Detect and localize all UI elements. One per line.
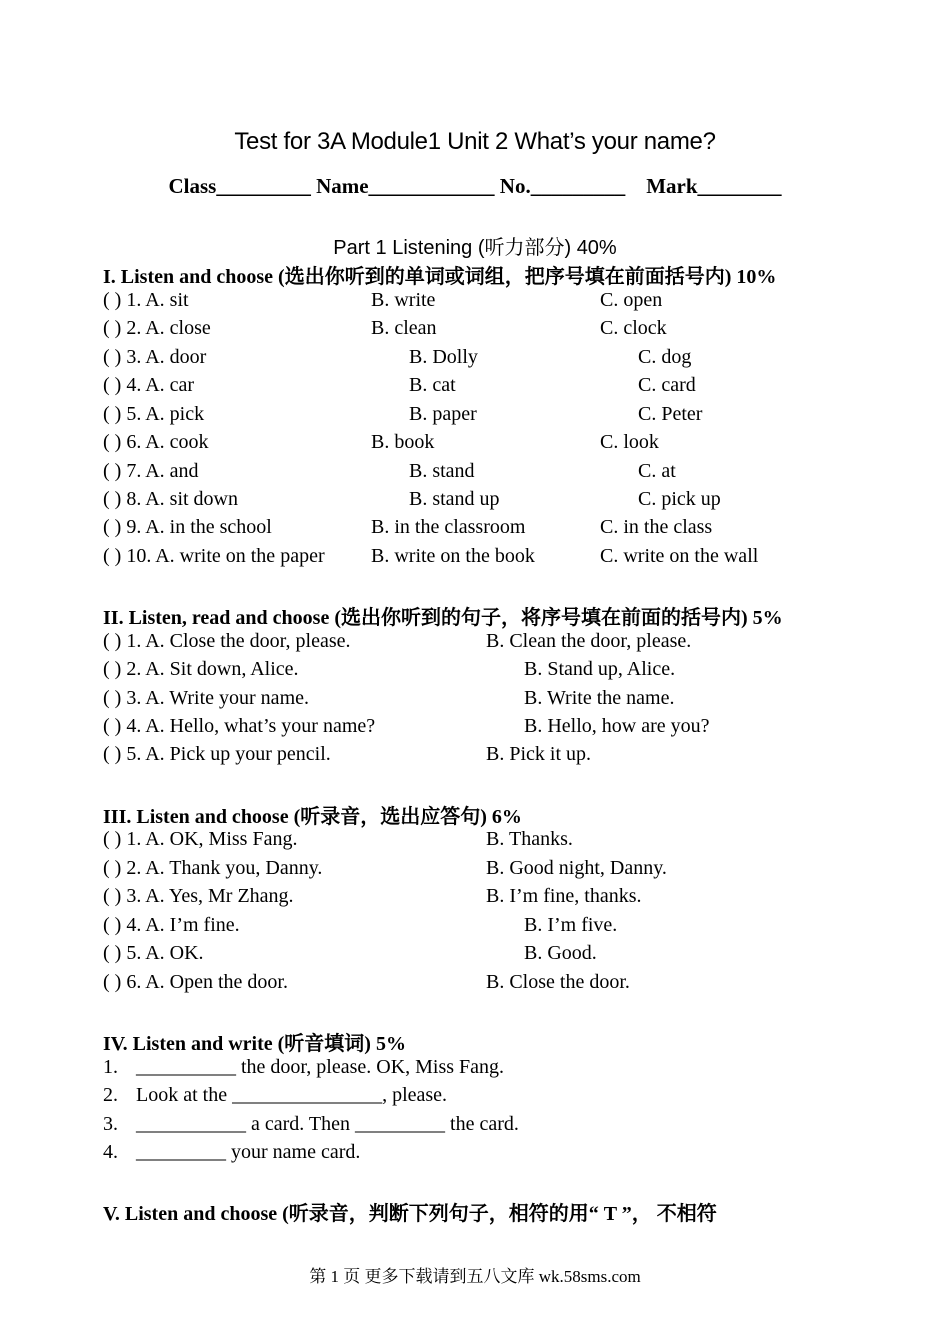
option-c: C. clock xyxy=(600,317,667,339)
option-b: B. Hello, how are you? xyxy=(524,715,710,737)
option-c: C. Peter xyxy=(638,403,703,425)
option-b: B. write xyxy=(371,289,436,311)
option-a: ( ) 1. A. OK, Miss Fang. xyxy=(103,828,298,850)
item-number: 2. xyxy=(103,1084,118,1106)
option-a: ( ) 4. A. Hello, what’s your name? xyxy=(103,715,376,737)
option-a: ( ) 3. A. Yes, Mr Zhang. xyxy=(103,885,294,907)
option-c: C. card xyxy=(638,374,696,396)
section1-heading: I. Listen and choose (选出你听到的单词或词组，把序号填在前面括号内) 10% xyxy=(103,266,777,288)
fill-sentence: _________ your name card. xyxy=(136,1141,361,1163)
option-b: B. I’m five. xyxy=(524,914,618,936)
option-c: C. at xyxy=(638,460,676,482)
option-a: ( ) 2. A. Sit down, Alice. xyxy=(103,658,299,680)
option-b: B. stand xyxy=(409,460,475,482)
option-b: B. book xyxy=(371,431,435,453)
section4-heading: IV. Listen and write (听音填词) 5% xyxy=(103,1033,406,1055)
item-number: 3. xyxy=(103,1113,118,1135)
section5-heading: V. Listen and choose (听录音，判断下列句子，相符的用“ T ”， 不相符 xyxy=(103,1203,717,1225)
option-c: C. open xyxy=(600,289,663,311)
fill-sentence: ___________ a card. Then _________ the card. xyxy=(136,1113,519,1135)
option-b: B. in the classroom xyxy=(371,516,526,538)
option-b: B. Close the door. xyxy=(486,971,630,993)
option-c: C. write on the wall xyxy=(600,545,759,567)
option-b: B. stand up xyxy=(409,488,500,510)
item-number: 1. xyxy=(103,1056,118,1078)
option-b: B. Dolly xyxy=(409,346,478,368)
option-b: B. Pick it up. xyxy=(486,743,592,765)
fill-sentence: __________ the door, please. OK, Miss Fang. xyxy=(136,1056,505,1078)
item-number: 4. xyxy=(103,1141,118,1163)
option-b: B. paper xyxy=(409,403,477,425)
page-footer: 第 1 页 更多下载请到五八文库 wk.58sms.com xyxy=(309,1267,641,1286)
option-a: ( ) 1. A. Close the door, please. xyxy=(103,630,351,652)
option-c: C. pick up xyxy=(638,488,721,510)
option-a: ( ) 4. A. I’m fine. xyxy=(103,914,240,936)
option-a: ( ) 6. A. Open the door. xyxy=(103,971,288,993)
option-b: B. Write the name. xyxy=(524,687,675,709)
option-b: B. I’m fine, thanks. xyxy=(486,885,642,907)
option-b: B. Clean the door, please. xyxy=(486,630,692,652)
student-info-line: Class_________ Name____________ No._________ Mark________ xyxy=(168,174,782,198)
option-b: B. Stand up, Alice. xyxy=(524,658,676,680)
option-a: ( ) 9. A. in the school xyxy=(103,516,272,538)
option-b: B. Good night, Danny. xyxy=(486,857,667,879)
option-a: ( ) 8. A. sit down xyxy=(103,488,238,510)
part1-heading: Part 1 Listening (听力部分) 40% xyxy=(333,237,617,259)
option-a: ( ) 4. A. car xyxy=(103,374,195,396)
option-a: ( ) 5. A. pick xyxy=(103,403,205,425)
option-b: B. cat xyxy=(409,374,456,396)
section3-heading: III. Listen and choose (听录音，选出应答句) 6% xyxy=(103,806,522,828)
option-c: C. look xyxy=(600,431,659,453)
option-c: C. in the class xyxy=(600,516,713,538)
option-a: ( ) 1. A. sit xyxy=(103,289,189,311)
page-title: Test for 3A Module1 Unit 2 What’s your name? xyxy=(234,128,716,155)
section2-heading: II. Listen, read and choose (选出你听到的句子，将序号填在前面的括号内) 5% xyxy=(103,607,783,629)
option-a: ( ) 10. A. write on the paper xyxy=(103,545,325,567)
option-b: B. write on the book xyxy=(371,545,535,567)
option-a: ( ) 3. A. door xyxy=(103,346,207,368)
option-a: ( ) 6. A. cook xyxy=(103,431,209,453)
option-b: B. clean xyxy=(371,317,437,339)
option-a: ( ) 2. A. close xyxy=(103,317,211,339)
option-a: ( ) 5. A. Pick up your pencil. xyxy=(103,743,331,765)
option-a: ( ) 3. A. Write your name. xyxy=(103,687,309,709)
option-a: ( ) 2. A. Thank you, Danny. xyxy=(103,857,323,879)
option-b: B. Good. xyxy=(524,942,597,964)
option-c: C. dog xyxy=(638,346,692,368)
option-b: B. Thanks. xyxy=(486,828,573,850)
option-a: ( ) 7. A. and xyxy=(103,460,199,482)
fill-sentence: Look at the _______________, please. xyxy=(136,1084,448,1106)
option-a: ( ) 5. A. OK. xyxy=(103,942,204,964)
